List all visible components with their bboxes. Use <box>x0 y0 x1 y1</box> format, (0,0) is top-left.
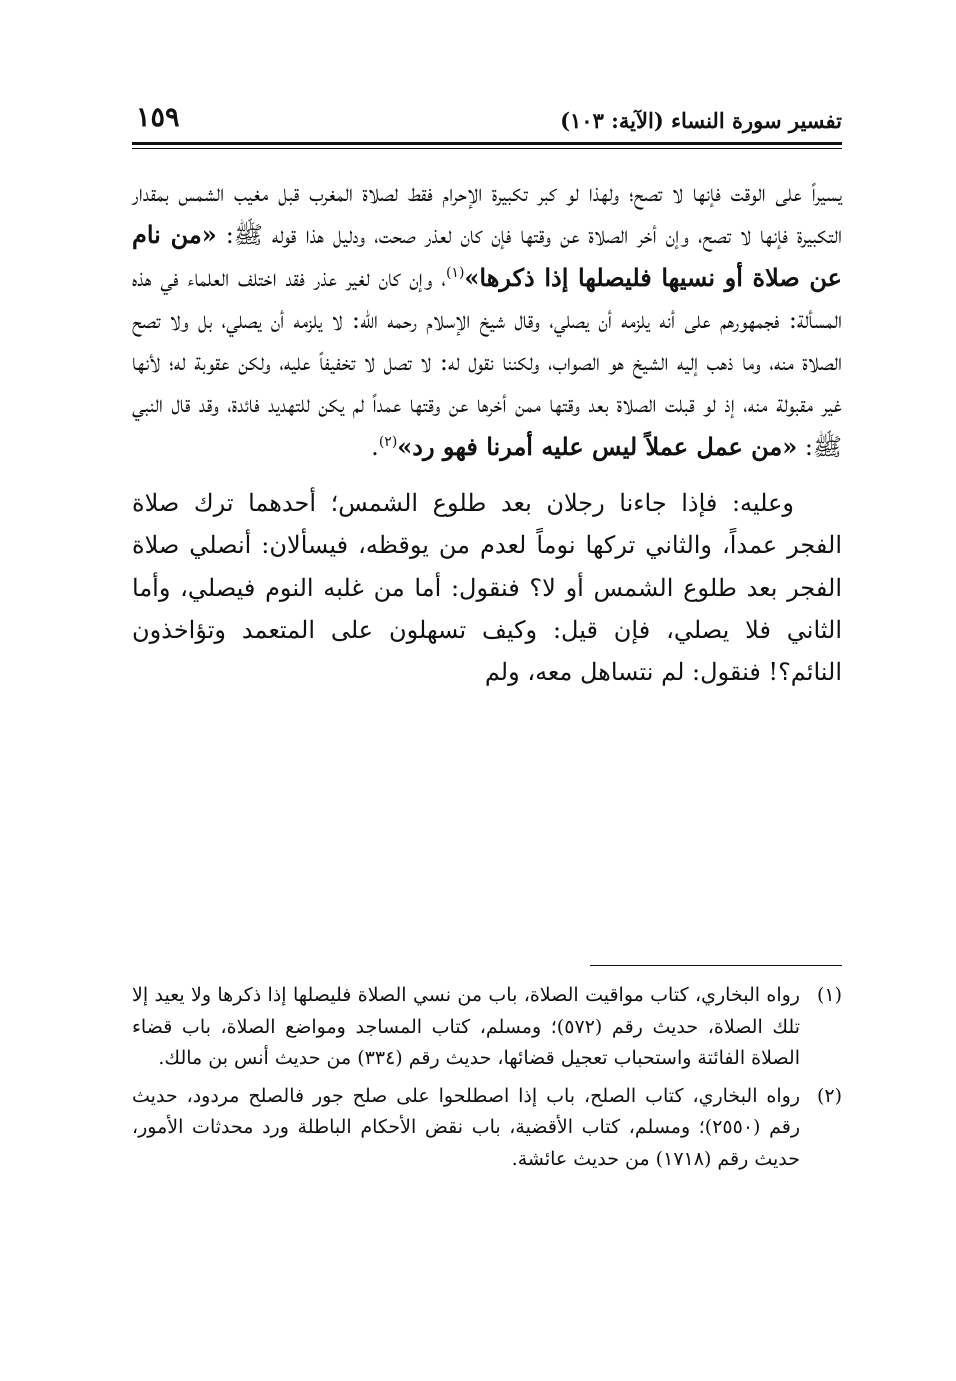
hadith-quote-2: «من عمل عملاً ليس عليه أمرنا فهو رد» <box>397 431 798 461</box>
page-number: ١٥٩ <box>136 102 180 133</box>
footnote-ref-1[interactable]: (١) <box>445 264 465 281</box>
paragraph-1-text-b: ، وإن كان لغير عذر فقد اختلف العلماء في هذه المسألة: فجمهورهم على أنه يلزمه أن يصلي، وقال شيخ الإسلام رحمه الله: لا يلزمه أن يصلي، بل ولا تصح الصلاة منه، وما ذهب إليه الشيخ هو الصواب، ولكننا نقول له: لا تصل لا تخفيفاً عليه، ولكن عقوبة له؛ لأنها غير مقبولة منه، إذ لو قبلت الصلاة بعد وقتها ممن أخرها عن وقتها عمداً لم يكن للتهديد فائدة، وقد قال النبي ﷺ: <box>132 263 842 461</box>
footnote-separator <box>590 965 842 966</box>
paragraph-1 <box>132 172 842 468</box>
page-header <box>132 100 842 140</box>
footnote-ref-2[interactable]: (٢) <box>378 433 398 450</box>
footnote-2-number: (٢) <box>816 1084 842 1107</box>
footnote-1-number: (١) <box>816 984 842 1006</box>
footnotes <box>132 980 842 1181</box>
paragraph-2: وعليه: فإذا جاءنا رجلان بعد طلوع الشمس؛ أحدهما ترك صلاة الفجر عمداً، والثاني تركها نوماً لعدم من يوقظه، فيسألان: أنصلي صلاة الفجر بعد طلوع الشمس أو لا؟ فنقول: أما من غلبه النوم فيصلي، وأما الثاني فلا يصلي، فإن قيل: وكيف تسهلون على المتعمد وتؤاخذون النائم؟! فنقول: لم نتساهل معه، ولم <box>132 489 843 687</box>
running-title: تفسير سورة النساء (الآية: ١٠٣) <box>560 108 842 133</box>
footnote-1 <box>132 980 842 1075</box>
footnote-2 <box>132 1081 842 1176</box>
hadith-quote-1: «من نام عن صلاة أو نسيها فليصلها إذا ذكرها» <box>132 220 842 292</box>
paragraph-1-text-a: يسيراً على الوقت فإنها لا تصح؛ ولهذا لو كبر تكبيرة الإحرام فقط لصلاة المغرب قبل مغيب الشمس بمقدار التكبيرة فإنها لا تصح، وإن أخر الصلاة عن وقتها فإن كان لعذر صحت، ودليل هذا قوله ﷺ: <box>132 179 842 250</box>
header-rule-thick <box>132 142 842 145</box>
footnote-2-text: رواه البخاري، كتاب الصلح، باب إذا اصطلحوا على صلح جور فالصلح مردود، حديث رقم (٢٥٥٠)؛ ومسلم، كتاب الأقضية، باب نقض الأحكام الباطلة ورد محدثات الأمور، حديث رقم (١٧١٨) من حديث عائشة. <box>132 1084 800 1170</box>
main-text <box>132 172 842 694</box>
paragraph-1-end: . <box>371 432 379 461</box>
footnote-1-text: رواه البخاري، كتاب مواقيت الصلاة، باب من نسي الصلاة فليصلها إذا ذكرها ولا يعيد إلا تلك الصلاة، حديث رقم (٥٧٢)؛ ومسلم، كتاب المساجد ومواضع الصلاة، باب قضاء الصلاة الفائتة واستحباب تعجيل قضائها، حديث رقم (٣٣٤) من حديث أنس بن مالك. <box>132 984 800 1069</box>
header-rule-thin <box>132 148 842 149</box>
